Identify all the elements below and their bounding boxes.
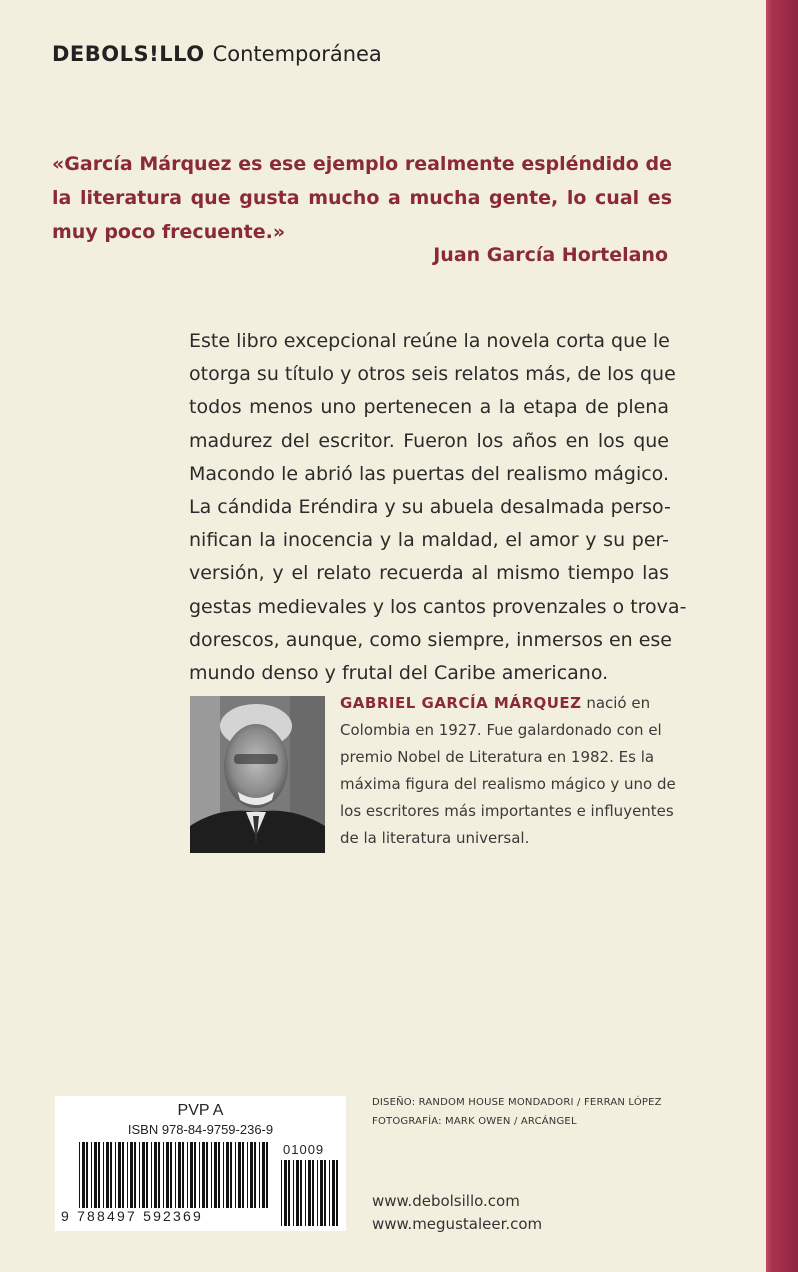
barcode-bar bbox=[151, 1142, 152, 1208]
barcode-bar bbox=[288, 1160, 290, 1226]
barcode-bar bbox=[320, 1160, 323, 1226]
barcode-bar bbox=[235, 1142, 236, 1208]
synopsis-line: nifican la inocencia y la maldad, el amor y su per- bbox=[189, 529, 669, 552]
synopsis bbox=[189, 325, 687, 690]
barcode-bar bbox=[284, 1160, 287, 1226]
design-credit: DISEÑO: RANDOM HOUSE MONDADORI / FERRAN LÓPEZ bbox=[372, 1097, 662, 1108]
barcode-bar bbox=[329, 1160, 330, 1226]
barcode-bar bbox=[115, 1142, 116, 1208]
barcode-bar bbox=[247, 1142, 248, 1208]
barcode-bar bbox=[86, 1142, 88, 1208]
barcode-bar bbox=[259, 1142, 260, 1208]
barcode-bar bbox=[178, 1142, 181, 1208]
barcode-bar bbox=[281, 1160, 282, 1226]
bio-line: Colombia en 1927. Fue galardonado con el bbox=[340, 721, 662, 739]
spine-edge bbox=[766, 0, 798, 1272]
barcode-bar bbox=[91, 1142, 92, 1208]
barcode-bar bbox=[300, 1160, 302, 1226]
barcode-bar bbox=[130, 1142, 133, 1208]
barcode-bar bbox=[226, 1142, 229, 1208]
synopsis-line: Macondo le abrió las puertas del realismo mágico. bbox=[189, 462, 669, 485]
publisher-brand bbox=[52, 42, 382, 66]
synopsis-line: madurez del escritor. Fueron los años en los que bbox=[189, 429, 669, 452]
barcode-bar bbox=[211, 1142, 212, 1208]
bio-line: premio Nobel de Literatura en 1982. Es la bbox=[340, 748, 655, 766]
websites bbox=[372, 1190, 542, 1236]
barcode-bar bbox=[175, 1142, 176, 1208]
barcode-bar bbox=[296, 1160, 299, 1226]
website-link[interactable]: www.megustaleer.com bbox=[372, 1215, 543, 1233]
barcode-bar bbox=[154, 1142, 157, 1208]
barcode-bar bbox=[142, 1142, 145, 1208]
bio-line: los escritores más importantes e influyentes bbox=[340, 802, 674, 820]
barcode-bar bbox=[134, 1142, 136, 1208]
barcode-bar bbox=[214, 1142, 217, 1208]
barcode-bar bbox=[118, 1142, 121, 1208]
barcode-bar bbox=[305, 1160, 306, 1226]
synopsis-line: gestas medievales y los cantos provenzales o trova- bbox=[189, 595, 687, 618]
barcode-bar bbox=[158, 1142, 160, 1208]
barcode-bar bbox=[336, 1160, 338, 1226]
credits bbox=[372, 1093, 662, 1131]
price-code: PVP A bbox=[177, 1102, 224, 1119]
barcode-bar bbox=[254, 1142, 256, 1208]
barcode-bar bbox=[106, 1142, 109, 1208]
ean-number: 9 788497 592369 bbox=[61, 1208, 203, 1224]
barcode-bar bbox=[182, 1142, 184, 1208]
barcode-bar bbox=[79, 1142, 80, 1208]
synopsis-line: otorga su título y otros seis relatos más, de los que bbox=[189, 363, 676, 386]
bio-line: máxima figura del realismo mágico y uno de bbox=[340, 775, 676, 793]
barcode-bar bbox=[332, 1160, 335, 1226]
barcode-bar bbox=[293, 1160, 294, 1226]
barcode-bar bbox=[266, 1142, 268, 1208]
barcode-bar bbox=[317, 1160, 318, 1226]
barcode-bar bbox=[230, 1142, 232, 1208]
bio-line: de la literatura universal. bbox=[340, 829, 530, 847]
synopsis-line: todos menos uno pertenecen a la etapa de plena bbox=[189, 396, 669, 419]
barcode-bar bbox=[218, 1142, 220, 1208]
barcode-bar bbox=[127, 1142, 128, 1208]
barcode-bar bbox=[202, 1142, 205, 1208]
barcode-bar bbox=[110, 1142, 112, 1208]
barcode-bar bbox=[242, 1142, 244, 1208]
bio-line: nació en bbox=[581, 694, 651, 712]
barcode-bar bbox=[238, 1142, 241, 1208]
author-portrait-image bbox=[190, 696, 325, 853]
barcode-bar bbox=[194, 1142, 196, 1208]
synopsis-line: La cándida Eréndira y su abuela desalmada perso- bbox=[189, 496, 671, 519]
synopsis-line: mundo denso y frutal del Caribe americano. bbox=[189, 662, 609, 685]
barcode-bar bbox=[163, 1142, 164, 1208]
barcode-bar bbox=[262, 1142, 265, 1208]
barcode-bar bbox=[223, 1142, 224, 1208]
synopsis-line: dorescos, aunque, como siempre, inmersos en ese bbox=[189, 628, 672, 651]
barcode-bar bbox=[312, 1160, 314, 1226]
barcode-label bbox=[55, 1096, 346, 1231]
barcode-bar bbox=[98, 1142, 100, 1208]
barcode-addon: 01009 bbox=[283, 1142, 325, 1157]
brand-name: DEBOLS!LLO bbox=[52, 42, 205, 66]
barcode-bar bbox=[199, 1142, 200, 1208]
barcode-bar bbox=[190, 1142, 193, 1208]
barcode-bar bbox=[308, 1160, 311, 1226]
barcode-bar bbox=[103, 1142, 104, 1208]
barcode-bar bbox=[94, 1142, 97, 1208]
quote-author: Juan García Hortelano bbox=[433, 244, 668, 266]
barcode-bar bbox=[206, 1142, 208, 1208]
collection-name: Contemporánea bbox=[212, 42, 382, 66]
barcode-bar bbox=[166, 1142, 169, 1208]
website-link[interactable]: www.debolsillo.com bbox=[372, 1192, 520, 1210]
author-name: GABRIEL GARCÍA MÁRQUEZ bbox=[340, 694, 582, 712]
barcode-bar bbox=[250, 1142, 253, 1208]
barcode-bar bbox=[187, 1142, 188, 1208]
author-bio bbox=[340, 690, 676, 852]
barcode-bar bbox=[146, 1142, 148, 1208]
barcode-bar bbox=[139, 1142, 140, 1208]
synopsis-line: Este libro excepcional reúne la novela corta que le bbox=[189, 330, 670, 352]
barcode-bar bbox=[82, 1142, 85, 1208]
blurb-quote: «García Márquez es ese ejemplo realmente espléndido de la literatura que gusta mucho a mucha gente, lo cual es muy poco frecuente.» bbox=[52, 153, 672, 243]
synopsis-line: versión, y el relato recuerda al mismo tiempo las bbox=[189, 562, 669, 585]
photo-credit: FOTOGRAFÍA: MARK OWEN / ARCÁNGEL bbox=[372, 1116, 577, 1127]
barcode-bar bbox=[324, 1160, 326, 1226]
isbn-number: ISBN 978-84-9759-236-9 bbox=[127, 1122, 274, 1137]
barcode-bar bbox=[170, 1142, 172, 1208]
author-photo bbox=[190, 696, 325, 853]
barcode-bar bbox=[122, 1142, 124, 1208]
